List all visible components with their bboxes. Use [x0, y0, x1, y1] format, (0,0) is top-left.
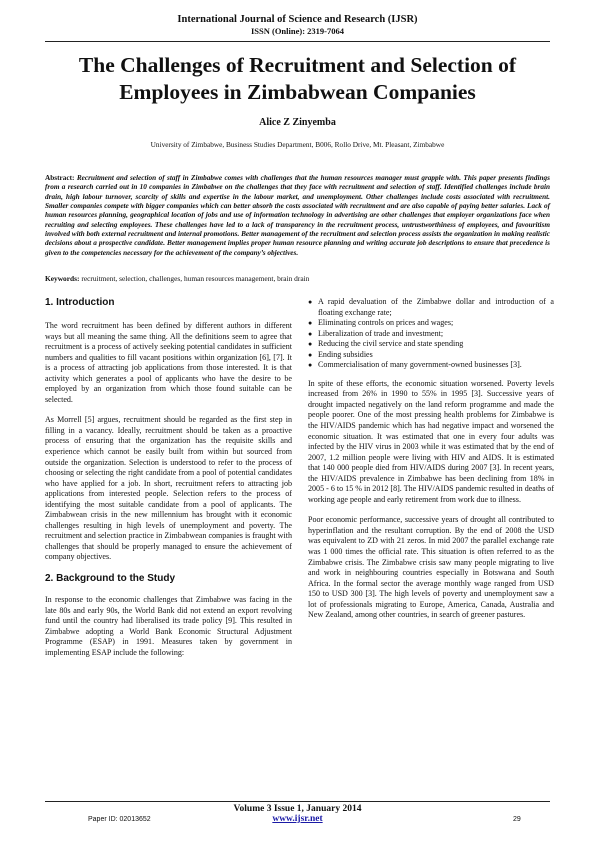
list-item: ● Liberalization of trade and investment; — [308, 328, 444, 338]
right-column — [308, 297, 554, 621]
paper-title: The Challenges of Recruitment and Selection of Employees in Zimbabwean Companies — [78, 53, 517, 104]
keywords-text: recruitment, selection, challenges, human resources management, brain drain — [81, 274, 310, 283]
issn: ISSN (Online): 2319-7064 — [250, 26, 345, 36]
list-item: ● Eliminating controls on prices and wages; — [308, 318, 454, 328]
journal-header — [0, 14, 595, 36]
list-item: ● Ending subsidies — [308, 349, 373, 359]
author-affiliation: University of Zimbabwe, Business Studies Department, B006, Rollo Drive, Mt. Pleasant, Zimbabwe — [150, 140, 445, 149]
author-name: Alice Z Zinyemba — [259, 117, 336, 128]
keywords — [45, 274, 550, 283]
abstract — [45, 174, 550, 258]
journal-name: International Journal of Science and Research (IJSR) — [177, 14, 418, 25]
volume-info: Volume 3 Issue 1, January 2014 — [233, 804, 362, 814]
paragraph: Poor economic performance, successive years of drought all contributed to hyperinflation and the resultant corruption. By the end of 2008 the USD was equivalent to ZD with 21 zeros. In mid 2007 the parallel exchange rate was 1 000 times the official rate. This situation is often referred to as the Zimbabwe crisis. The Zimbabwe crisis saw many people migrating to live and work in neighbouring countries especially in Botswana and South Africa. In the formal sector the average monthly wage ranged from USD 150 to USD 300 [3]. The high levels of poverty and unemployment saw a lot of professionals migrating to Europe, America, Canada, Australia and New Zealand, among other countries, in search of greener pastures. — [308, 515, 554, 620]
paragraph: As Morrell [5] argues, recruitment should be regarded as the first step in filling in a vacancy. Ideally, recruitment should be taken as a proactive process of ensuring that the organization has the requisite skills and experience which cannot be easily built from within but sourced from outside the organization. Selection is understood to refer to the process of choosing or selecting the right candidate from a pool of potential candidates who have applied for a job. In short, recruitment refers to attracting job applications from interested people. Selection refers to the process of identifying the most suitable candidate from a pool of applicants. The Zimbabwean crisis in the new millennium has brought with it economic challenges resulting in high levels of unemployment and poverty. The recruitment and selection practice in Zimbabwean companies is fraught with challenges that should be properly managed to ensure the achievement of company objectives. — [45, 415, 292, 562]
left-column — [45, 297, 292, 658]
bullet-icon: ● — [308, 350, 313, 359]
journal-website-link[interactable]: www.ijsr.net — [272, 814, 323, 824]
list-item: ● Commercialisation of many government-owned businesses [3]. — [308, 360, 522, 370]
section-heading-introduction: 1. Introduction — [45, 297, 115, 308]
paragraph: The word recruitment has been defined by different authors in different ways but all meaning the same thing. All the definitions seem to agree that recruitment is a process of actively seeking potential candidates in sufficient numbers and qualities to fill vacant positions within organization [6], [7]. It is a process of attracting job applications from those interested. It is that activity which generates a pool of applicants who have the desire to be employed by an organization from which those found suitable can be selected. — [45, 321, 292, 404]
list-item: ● A rapid devaluation of the Zimbabwe dollar and introduction of a floating exchange rate; — [308, 297, 554, 317]
paper-id: Paper ID: 02013652 — [88, 816, 151, 823]
abstract-text: Recruitment and selection of staff in Zimbabwe comes with challenges that the human resources manager must grapple with. This paper presents findings from a research carried out in 10 companies in Zimbabwe on the challenges that they face with recruitment and selection of staff. Identified challenges include brain drain, high labour turnover, scarcity of skills and expertise in the labour market, and unemployment. Other challenges include costs associated with recruitment. Smaller companies compete with bigger companies which can better absorb the costs associated with recruitment and are also capable of paying better salaries. Lack of human resources planning, geographical location of jobs and use of information technology in advertising are other challenges that employer organizations face when recruiting and selecting employees. These challenges have led to a lack of transparency in the recruitment process, untrustworthiness of employees, and favouritism involved with both external recruitment and internal promotions. Better management of the recruitment and selection process assists the organization in making realistic decisions about a prospective candidate. Better management implies proper human resource planning and writing accurate job descriptions to ensure that precedence is given to the competencies necessary for the achievement of the company’s objectives. — [45, 174, 551, 257]
footer-divider — [45, 801, 550, 802]
header-divider — [45, 41, 550, 42]
bullet-icon: ● — [308, 361, 313, 370]
keywords-label: Keywords: — [45, 274, 80, 283]
bullet-icon: ● — [308, 319, 313, 328]
bullet-icon: ● — [308, 340, 313, 349]
section-heading-background: 2. Background to the Study — [45, 573, 176, 585]
bullet-icon: ● — [308, 298, 313, 306]
page-number: 29 — [513, 816, 521, 823]
esap-measures-list — [308, 297, 554, 371]
abstract-label: Abstract: — [45, 174, 75, 182]
paragraph: In response to the economic challenges that Zimbabwe was facing in the late 80s and early 90s, the World Bank did not extend an export revolving fund until the country had liberalised its trade policy [9]. This resulted in Zimbabwe adopting a World Bank Economic Structural Adjustment Programme (ESAP) in 1991. Measures taken by government in implementing ESAP include the following: — [45, 595, 292, 657]
bullet-icon: ● — [308, 329, 313, 338]
list-item: ● Reducing the civil service and state spending — [308, 339, 464, 349]
paragraph: In spite of these efforts, the economic situation worsened. Poverty levels increased from 26% in 1990 to 55% in 1995 [3]. Successive years of drought impacted negatively on the land reform programme and made the people poorer. One of the most pressing health problems for Zimbabwe is the HIV/AIDS pandemic which has had negative impact and worsened the economic situation. It was estimated that one in every four adults was infected by the HIV virus in 2003 while it was estimated that by the end of 2007, 1.2 million people were living with HIV and AIDS. It is estimated that 140 000 people died from HIV/AIDS during 2007 [3]. In recent years, the HIV/AIDS prevalence in Zimbabwe has been declining from 18% in 2005 - 6 to 15 % in 2012 [8]. The HIV/AIDS pandemic resulted in deaths of working age people and early retirement from work due to illness. — [308, 378, 554, 504]
